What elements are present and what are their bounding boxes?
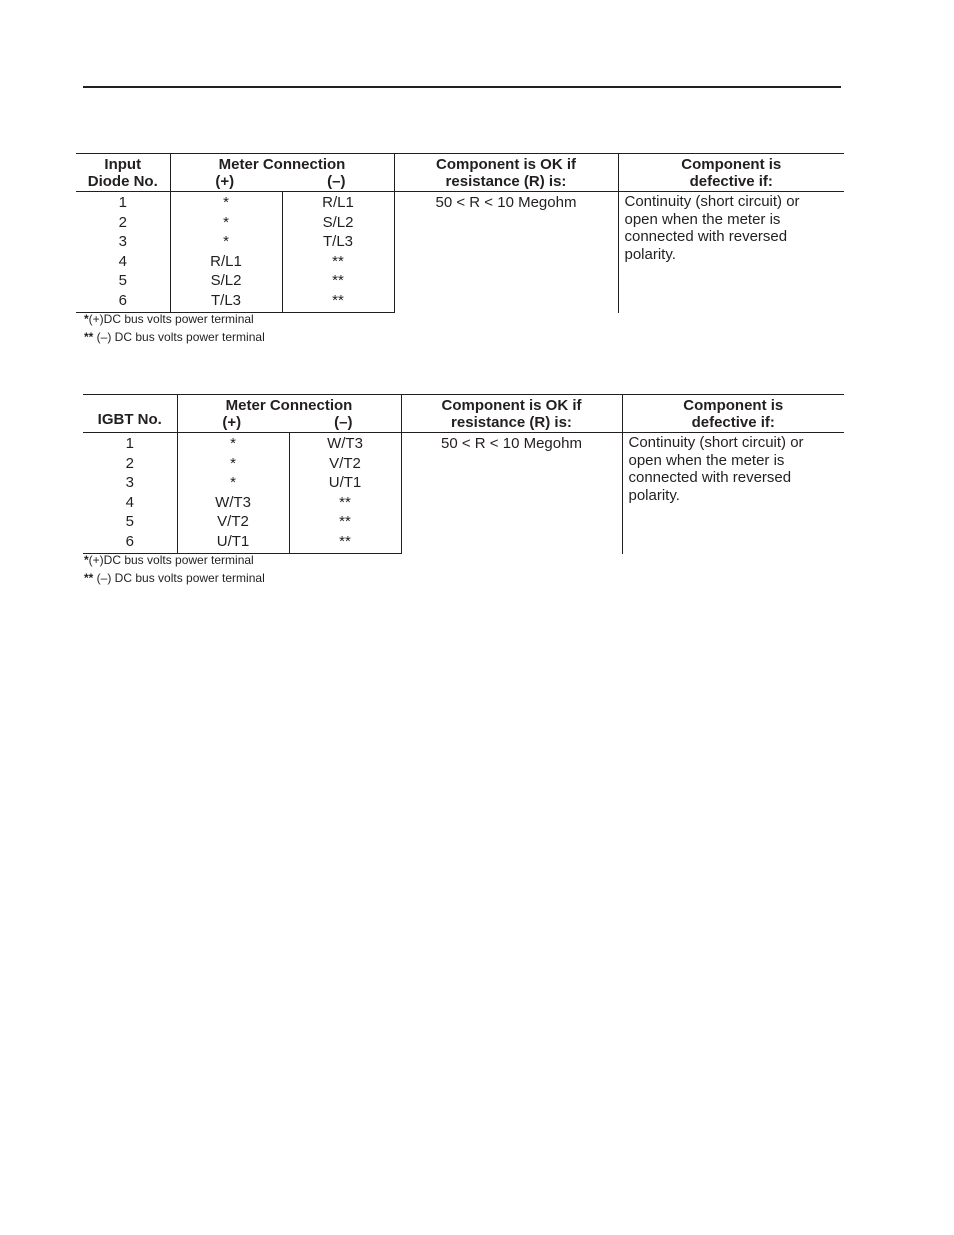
header-ok: Component is OK if resistance (R) is: bbox=[401, 395, 622, 433]
defective-text: Continuity (short circuit) or open when the meter is connected with reversed polarity. bbox=[622, 433, 844, 554]
table-row: 6 U/T1 ** bbox=[83, 532, 844, 554]
defective-text: Continuity (short circuit) or open when the meter is connected with reversed polarity. bbox=[618, 192, 844, 313]
footnote: *(+)DC bus volts power terminal bbox=[84, 312, 254, 326]
ok-value: 50 < R < 10 Megohm bbox=[401, 433, 622, 554]
table-row: 4 R/L1 ** bbox=[76, 252, 844, 272]
header-minus: (–) bbox=[334, 414, 353, 431]
diode-test-table bbox=[76, 153, 844, 313]
table1-footnotes bbox=[84, 310, 265, 346]
ok-value: 50 < R < 10 Megohm bbox=[394, 192, 618, 313]
table-header-row bbox=[83, 395, 844, 433]
header-meter-connection: Meter Connection (+) (–) bbox=[170, 154, 394, 192]
table-row: 6 T/L3 ** bbox=[76, 291, 844, 313]
footnote: ** (–) DC bus volts power terminal bbox=[84, 571, 265, 585]
table-row: 5 V/T2 ** bbox=[83, 512, 844, 532]
top-rule bbox=[83, 86, 841, 88]
header-plus: (+) bbox=[222, 414, 242, 431]
header-diode-no: Input Diode No. bbox=[76, 154, 170, 192]
table-row: 5 S/L2 ** bbox=[76, 271, 844, 291]
igbt-test-table bbox=[83, 394, 844, 554]
footnote: *(+)DC bus volts power terminal bbox=[84, 553, 254, 567]
header-ok: Component is OK if resistance (R) is: bbox=[394, 154, 618, 192]
header-defective: Component is defective if: bbox=[622, 395, 844, 433]
header-meter-connection: Meter Connection (+) (–) bbox=[177, 395, 401, 433]
header-minus: (–) bbox=[327, 173, 346, 190]
table-row: 3 * T/L3 bbox=[76, 232, 844, 252]
footnote: ** (–) DC bus volts power terminal bbox=[84, 330, 265, 344]
table-row: 4 W/T3 ** bbox=[83, 493, 844, 513]
table-row: 2 * V/T2 bbox=[83, 454, 844, 474]
table-row: 1 * W/T3 50 < R < 10 Megohm Continuity (short circuit) or open when the meter is connected with reversed polarity. bbox=[83, 433, 844, 454]
table-row: 2 * S/L2 bbox=[76, 213, 844, 233]
header-igbt-no: IGBT No. bbox=[83, 395, 177, 433]
header-defective: Component is defective if: bbox=[618, 154, 844, 192]
table-row: 1 * R/L1 50 < R < 10 Megohm Continuity (short circuit) or open when the meter is connected with reversed polarity. bbox=[76, 192, 844, 213]
table-row: 3 * U/T1 bbox=[83, 473, 844, 493]
table-header-row bbox=[76, 154, 844, 192]
header-plus: (+) bbox=[215, 173, 235, 190]
table2-footnotes bbox=[84, 551, 265, 587]
